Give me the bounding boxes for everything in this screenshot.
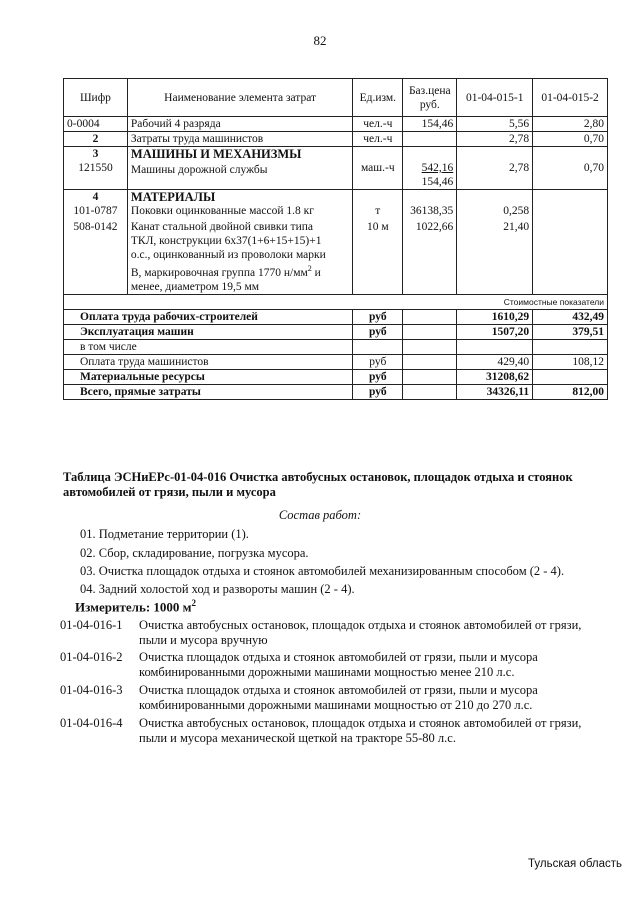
row-value-1: 2,78	[457, 132, 533, 147]
code-number: 01-04-016-2	[60, 650, 123, 664]
row-value-2: 2,80	[533, 117, 608, 132]
machine-price-bottom: 154,46	[421, 176, 454, 188]
material-price: 1022,66	[415, 221, 454, 233]
row-name: Рабочий 4 разряда	[127, 117, 352, 132]
cost-header: Стоимостные показатели	[64, 294, 608, 309]
resource-table	[63, 78, 608, 400]
table-row	[64, 132, 608, 147]
summary-label: Оплата труда машинистов	[64, 354, 353, 369]
summary-value-2	[533, 369, 608, 384]
summary-unit: руб	[353, 309, 403, 324]
summary-value-1: 34326,11	[457, 384, 533, 399]
machine-name: Машины дорожной службы	[130, 164, 268, 176]
row-value-1: 5,56	[457, 117, 533, 132]
work-item: 01. Подметание территории (1).	[80, 527, 249, 541]
summary-value-1: 1610,29	[457, 309, 533, 324]
material-name-line: Канат стальной двойной свивки типа	[130, 221, 313, 233]
summary-row	[64, 354, 608, 369]
header-col1: 01-04-015-1	[457, 79, 533, 117]
summary-value-1: 1507,20	[457, 324, 533, 339]
summary-row	[64, 339, 608, 354]
summary-unit: руб	[353, 354, 403, 369]
row-name: Затраты труда машинистов	[127, 132, 352, 147]
summary-label: Эксплуатация машин	[64, 324, 353, 339]
work-item: 02. Сбор, складирование, погрузка мусора.	[80, 546, 309, 560]
table-header-row	[64, 79, 608, 117]
machine-code: 121550	[78, 162, 113, 174]
summary-value-2: 432,49	[533, 309, 608, 324]
summary-unit: руб	[353, 324, 403, 339]
material-name: Поковки оцинкованные массой 1.8 кг	[130, 205, 314, 217]
table-title	[63, 470, 613, 500]
material-unit: 10 м	[366, 221, 389, 233]
material-price: 36138,35	[410, 205, 454, 217]
row-code: 0-0004	[64, 117, 128, 132]
code-number: 01-04-016-1	[60, 618, 123, 632]
material-value-1: 21,40	[503, 221, 530, 233]
table-title-line: автомобилей от грязи, пыли и мусора	[63, 485, 276, 499]
header-unit: Ед.изм.	[353, 79, 403, 117]
header-col2: 01-04-015-2	[533, 79, 608, 117]
code-description: Очистка автобусных остановок, площадок отдыха и стоянок автомобилей от грязи, пыли и мусора механической щеткой на тракторе 55-80 л.с.	[139, 716, 582, 745]
composition-header: Состав работ:	[278, 508, 362, 522]
material-name-multiline	[131, 220, 349, 294]
summary-row	[64, 369, 608, 384]
section-title: МАТЕРИАЛЫ	[130, 190, 216, 204]
machine-value-1: 2,78	[509, 162, 530, 174]
header-name: Наименование элемента затрат	[127, 79, 352, 117]
summary-value-2: 108,12	[533, 354, 608, 369]
row-unit: чел.-ч	[353, 132, 403, 147]
section-number: 4	[92, 191, 99, 203]
material-value-1: 0,258	[503, 205, 530, 217]
materials-section-row	[64, 190, 608, 295]
summary-label: Оплата труда рабочих-строителей	[64, 309, 353, 324]
machine-value-2: 0,70	[583, 162, 604, 174]
summary-value-1: 31208,62	[457, 369, 533, 384]
summary-row	[64, 384, 608, 399]
summary-value-2: 812,00	[533, 384, 608, 399]
row-value-2: 0,70	[533, 132, 608, 147]
machines-section-row	[64, 147, 608, 190]
material-name-line: В, маркировочная группа 1770 $н/мм^2$ и	[130, 264, 321, 279]
code-number: 01-04-016-3	[60, 683, 123, 697]
row-unit: чел.-ч	[353, 117, 403, 132]
summary-row	[64, 324, 608, 339]
code-description: Очистка площадок отдыха и стоянок автомобилей от грязи, пыли и мусора комбинированными дорожными машинами мощностью менее 210 л.с.	[139, 650, 538, 679]
machine-price-top: 542,16	[421, 162, 454, 174]
code-number: 01-04-016-4	[60, 716, 123, 730]
table-title-line: Таблица ЭСНиЕРс-01-04-016 Очистка автобусных остановок, площадок отдыха и стоянок	[63, 470, 573, 484]
summary-value-1: 429,40	[457, 354, 533, 369]
row-price	[403, 132, 457, 147]
work-item: 03. Очистка площадок отдыха и стоянок автомобилей механизированным способом (2 - 4).	[80, 564, 565, 578]
row-code: 2	[64, 132, 128, 147]
material-code: 508-0142	[73, 221, 118, 233]
row-price: 154,46	[403, 117, 457, 132]
summary-unit: руб	[353, 369, 403, 384]
summary-label: Материальные ресурсы	[64, 369, 353, 384]
material-unit: т	[375, 205, 381, 217]
material-name-line: менее, диаметром 19,5 мм	[130, 280, 260, 293]
page-number: 82	[313, 33, 327, 48]
header-base-price: Баз.цена руб.	[403, 79, 457, 117]
code-description: Очистка автобусных остановок, площадок отдыха и стоянок автомобилей от грязи, пыли и мусора вручную	[139, 618, 582, 647]
material-code: 101-0787	[73, 205, 118, 217]
cost-header-row	[64, 294, 608, 309]
code-description: Очистка площадок отдыха и стоянок автомобилей от грязи, пыли и мусора комбинированными дорожными машинами мощностью от 210 до 270 л.с.	[139, 683, 538, 712]
work-item: 04. Задний холостой ход и развороты машин (2 - 4).	[80, 582, 355, 596]
section-title: МАШИНЫ И МЕХАНИЗМЫ	[130, 147, 302, 161]
section-number: 3	[92, 148, 99, 160]
footer-region: Тульская область	[528, 858, 623, 870]
summary-unit: руб	[353, 384, 403, 399]
table-row	[64, 117, 608, 132]
summary-row	[64, 309, 608, 324]
summary-label: Всего, прямые затраты	[64, 384, 353, 399]
material-name-line: ТКЛ, конструкции 6х37(1+6+15+15)+1	[130, 235, 322, 247]
summary-label: в том числе	[64, 339, 353, 354]
measure-unit: Измеритель: 1000 $м^2$	[75, 598, 197, 615]
machine-unit: маш.-ч	[360, 162, 395, 174]
summary-value-2: 379,51	[533, 324, 608, 339]
material-name-line: о.с., оцинкованный из проволоки марки	[130, 249, 326, 261]
header-code: Шифр	[64, 79, 128, 117]
